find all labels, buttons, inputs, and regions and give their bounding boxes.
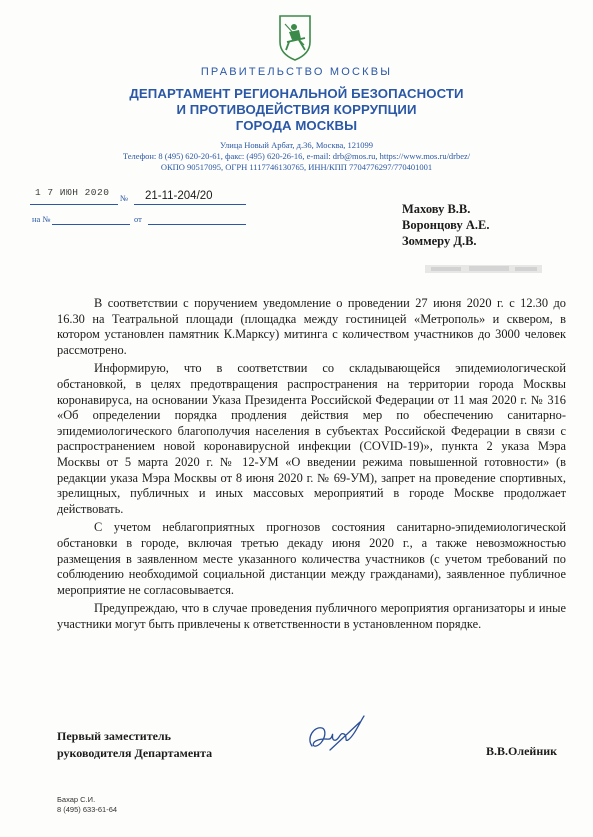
signatory-position xyxy=(57,728,212,762)
codes-line: ОКПО 90517095, ОГРН 1117746130765, ИНН/КПП 7704776297/770401001 xyxy=(160,162,433,172)
signatory-name: В.В.Олейник xyxy=(486,744,558,758)
reference-number-underline xyxy=(52,224,130,225)
contacts-line: Телефон: 8 (495) 620-20-61, факс: (495) 620-26-16, e-mail: drb@mos.ru, https://www.mos.ru/drbez/ xyxy=(122,151,471,161)
department-name-line2: И ПРОТИВОДЕЙСТВИЯ КОРРУПЦИИ xyxy=(176,102,417,117)
reference-date-underline xyxy=(148,224,246,225)
date-underline xyxy=(30,204,118,205)
paragraph-3: С учетом неблагоприятных прогнозов состояния санитарно-эпидемиологической обстановки в городе, включая третью декаду июня 2020 г., а также невозможностью размещения в заявленном месте указанного количества участников (с учетом требований по соблюдению необходимой социальной дистанции между гражданами), заявленное публичное мероприятие не согласовывается. xyxy=(57,520,566,597)
paragraph-4: Предупреждаю, что в случае проведения публичного мероприятия организаторы и иные участники могут быть привлечены к ответственности в установленном порядке. xyxy=(57,601,566,631)
redacted-address-blur xyxy=(425,262,542,276)
number-underline xyxy=(134,204,246,205)
executor-info xyxy=(57,795,117,815)
reference-number-label: на № xyxy=(32,214,51,224)
recipient-2: Воронцову А.Е. xyxy=(402,218,490,232)
handwritten-signature xyxy=(300,712,370,760)
department-name-line1: ДЕПАРТАМЕНТ РЕГИОНАЛЬНОЙ БЕЗОПАСНОСТИ xyxy=(129,86,464,101)
recipient-3: Зоммеру Д.В. xyxy=(402,234,477,248)
recipient-1: Махову В.В. xyxy=(402,202,471,216)
department-name-line3: ГОРОДА МОСКВЫ xyxy=(235,118,358,133)
number-label: № xyxy=(120,193,129,203)
reference-date-label: от xyxy=(134,214,142,224)
executor-phone: 8 (495) 633-61-64 xyxy=(57,805,118,814)
paragraph-2: Информирую, что в соответствии со складывающейся эпидемиологической обстановкой, в целях предотвращения распространения на территории города Москвы коронавируса, на основании Указа Президента Российской Федерации от 11 мая 2020 г. № 316 «Об определении порядка продления действия мер по обеспечению санитарно-эпидемиологического благополучия населения в субъектах Российской Федерации в связи с распространением новой коронавирусной инфекции (COVID-19)», пункта 2 указа Мэра Москвы от 5 марта 2020 г. № 12-УМ «О введении режима повышенной готовности» (в редакции указа Мэра Москвы от 8 июня 2020 г. № 69-УМ), запрет на проведение спортивных, зрелищных, публичных и иных массовых мероприятий в городе Москве продолжает действовать. xyxy=(57,361,566,516)
position-line-2: руководителя Департамента xyxy=(57,746,213,760)
government-title: ПРАВИТЕЛЬСТВО МОСКВЫ xyxy=(200,66,393,78)
position-line-1: Первый заместитель xyxy=(57,729,171,743)
executor-name: Бахар С.И. xyxy=(57,795,96,804)
moscow-coat-of-arms-icon xyxy=(277,12,313,62)
registration-date-stamp: 1 7 ИЮН 2020 xyxy=(35,187,110,198)
registration-number: 21-11-204/20 xyxy=(145,190,213,202)
letter-body xyxy=(57,296,566,635)
address-line: Улица Новый Арбат, д.36, Москва, 121099 xyxy=(219,140,373,150)
paragraph-1: В соответствии с поручением уведомление о проведении 27 июня 2020 г. с 12.30 до 16.30 на Театральной площади (площадка между гостиницей «Метрополь» и сквером, в котором установлен памятник К.Марксу) митинга с количеством участников до 3000 человек рассмотрено. xyxy=(57,296,566,357)
